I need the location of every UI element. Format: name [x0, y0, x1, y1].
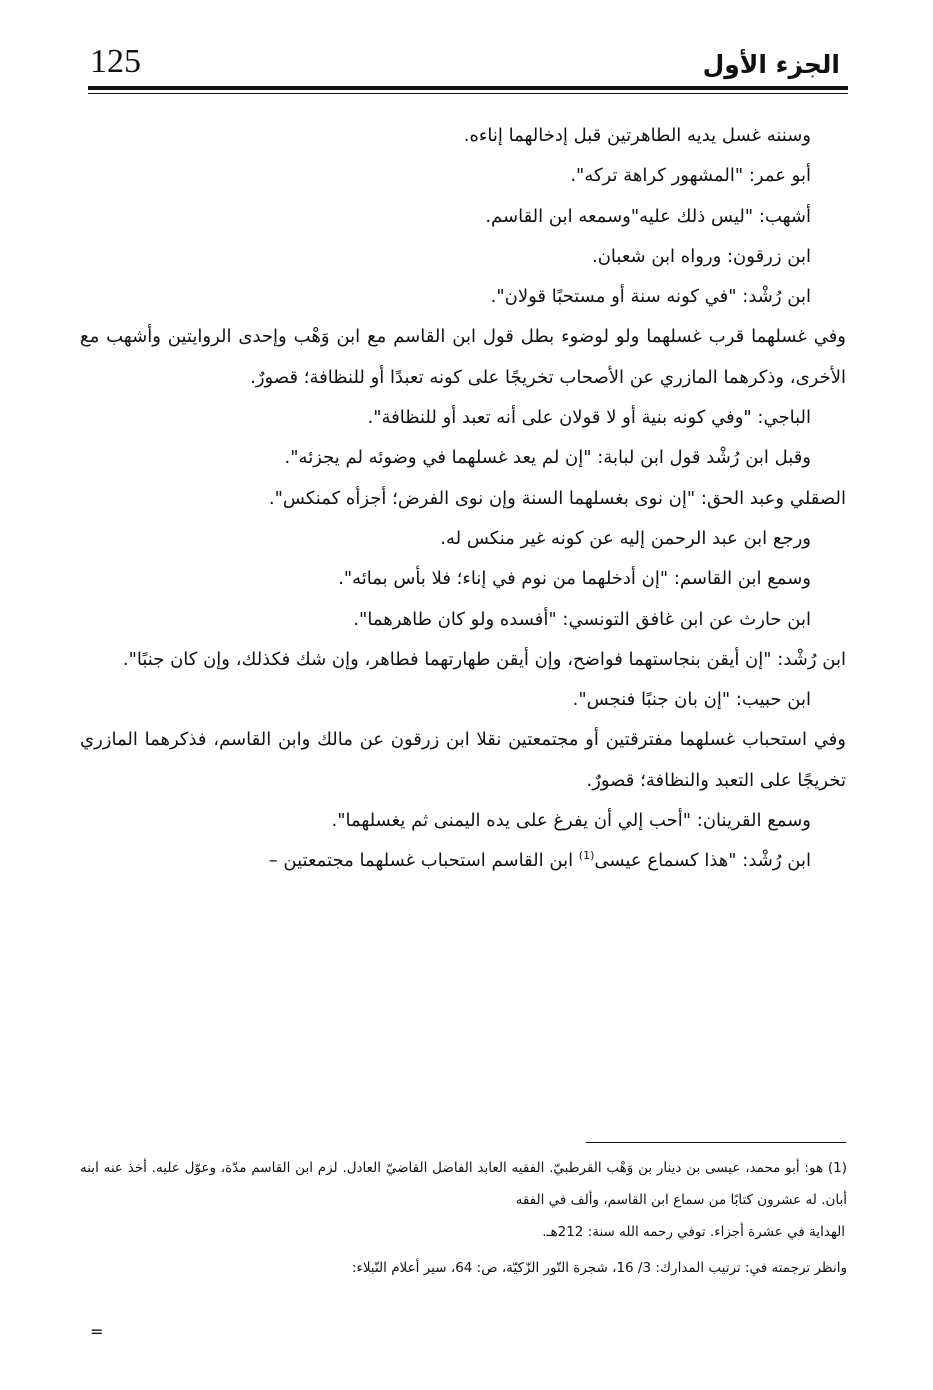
text-paragraph: وفي غسلهما قرب غسلهما ولو لوضوء بطل قول ابن القاسم مع ابن وَهْب وإحدى الروايتين وأشهب مع الأخرى، وذكرهما المازري عن الأصحاب تخريجًا على كونه تعبدًا أو للنظافة؛ قصورٌ. — [80, 326, 846, 388]
page-number: 125 — [90, 43, 141, 80]
footnote-reference[interactable]: (1) — [578, 849, 595, 863]
header-rule-thick — [88, 86, 848, 90]
footnote-1-continued: الهداية في عشرة أجزاء. توفي رحمه الله سنة: 212هـ. — [542, 1224, 845, 1240]
footnote-1: (1) هو: أبو محمد، عيسى بن دينار بن وَهْب القرطبيّ. الفقيه العابد الفاضل القاضيّ العادل. لزم ابن القاسم مدّة، وعوّل عليه. أخذ عنه ابنه أبان. له عشرون كتابًا من سماع ابن القاسم، وألف في الفقه — [80, 1160, 847, 1208]
text-fragment: ابن رُشْد: "هذا كسماع عيسى — [594, 850, 811, 872]
text-line: ابن رُشْد: "في كونه سنة أو مستحبًا قولان". — [490, 286, 811, 308]
continuation-mark: = — [90, 1322, 104, 1341]
text-line: ورجع ابن عبد الرحمن إليه عن كونه غير منكس له. — [440, 527, 811, 549]
text-line: ابن حبيب: "إن بان جنبًا فنجس". — [572, 689, 811, 711]
text-line: وسننه غسل يديه الطاهرتين قبل إدخالهما إناءه. — [463, 125, 811, 146]
footnote-1-references: وانظر ترجمته في: ترتيب المدارك: 3/ 16، شجرة النّور الزّكيّة، ص: 64، سير أعلام النّبلاء: — [351, 1260, 847, 1276]
running-title: الجزء الأول — [702, 50, 840, 79]
text-line: الصقلي وعبد الحق: "إن نوى بغسلهما السنة وإن نوى الفرض؛ أجزأه كمنكس". — [268, 487, 846, 509]
text-paragraph: وفي استحباب غسلهما مفترقتين أو مجتمعتين نقلا ابن زرقون عن مالك وابن القاسم، فذكرهما المازري تخريجًا على التعبد والنظافة؛ قصورٌ. — [80, 729, 846, 791]
text-fragment: ابن القاسم استحباب غسلهما مجتمعتين – — [268, 850, 579, 872]
text-line-with-footnote-ref — [80, 841, 846, 881]
text-line: أبو عمر: "المشهور كراهة تركه". — [570, 165, 811, 187]
text-line: ابن حارث عن ابن غافق التونسي: "أفسده ولو كان طاهرهما". — [353, 608, 811, 630]
text-line: ابن زرقون: ورواه ابن شعبان. — [591, 245, 811, 267]
text-line: وسمع ابن القاسم: "إن أدخلهما من نوم في إناء؛ فلا بأس بمائه". — [338, 568, 811, 590]
text-line: الباجي: "وفي كونه بنية أو لا قولان على أنه تعبد أو للنظافة". — [367, 407, 811, 429]
text-line: أشهب: "ليس ذلك عليه"وسمعه ابن القاسم. — [485, 205, 811, 227]
text-paragraph: ابن رُشْد: "إن أيقن بنجاستهما فواضح، وإن أيقن طهارتهما فطاهر، وإن شك فكذلك، وإن كان جنبًا". — [122, 648, 846, 670]
main-text — [80, 116, 846, 882]
header-rule-thin — [88, 93, 848, 94]
footnote-separator — [586, 1142, 846, 1143]
text-line: وسمع القرينان: "أحب إلي أن يفرغ على يده اليمنى ثم يغسلهما". — [331, 810, 811, 832]
footnotes — [80, 1152, 847, 1284]
text-line: وقبل ابن رُشْد قول ابن لبابة: "إن لم يعد غسلهما في وضوئه لم يجزئه". — [284, 447, 811, 469]
